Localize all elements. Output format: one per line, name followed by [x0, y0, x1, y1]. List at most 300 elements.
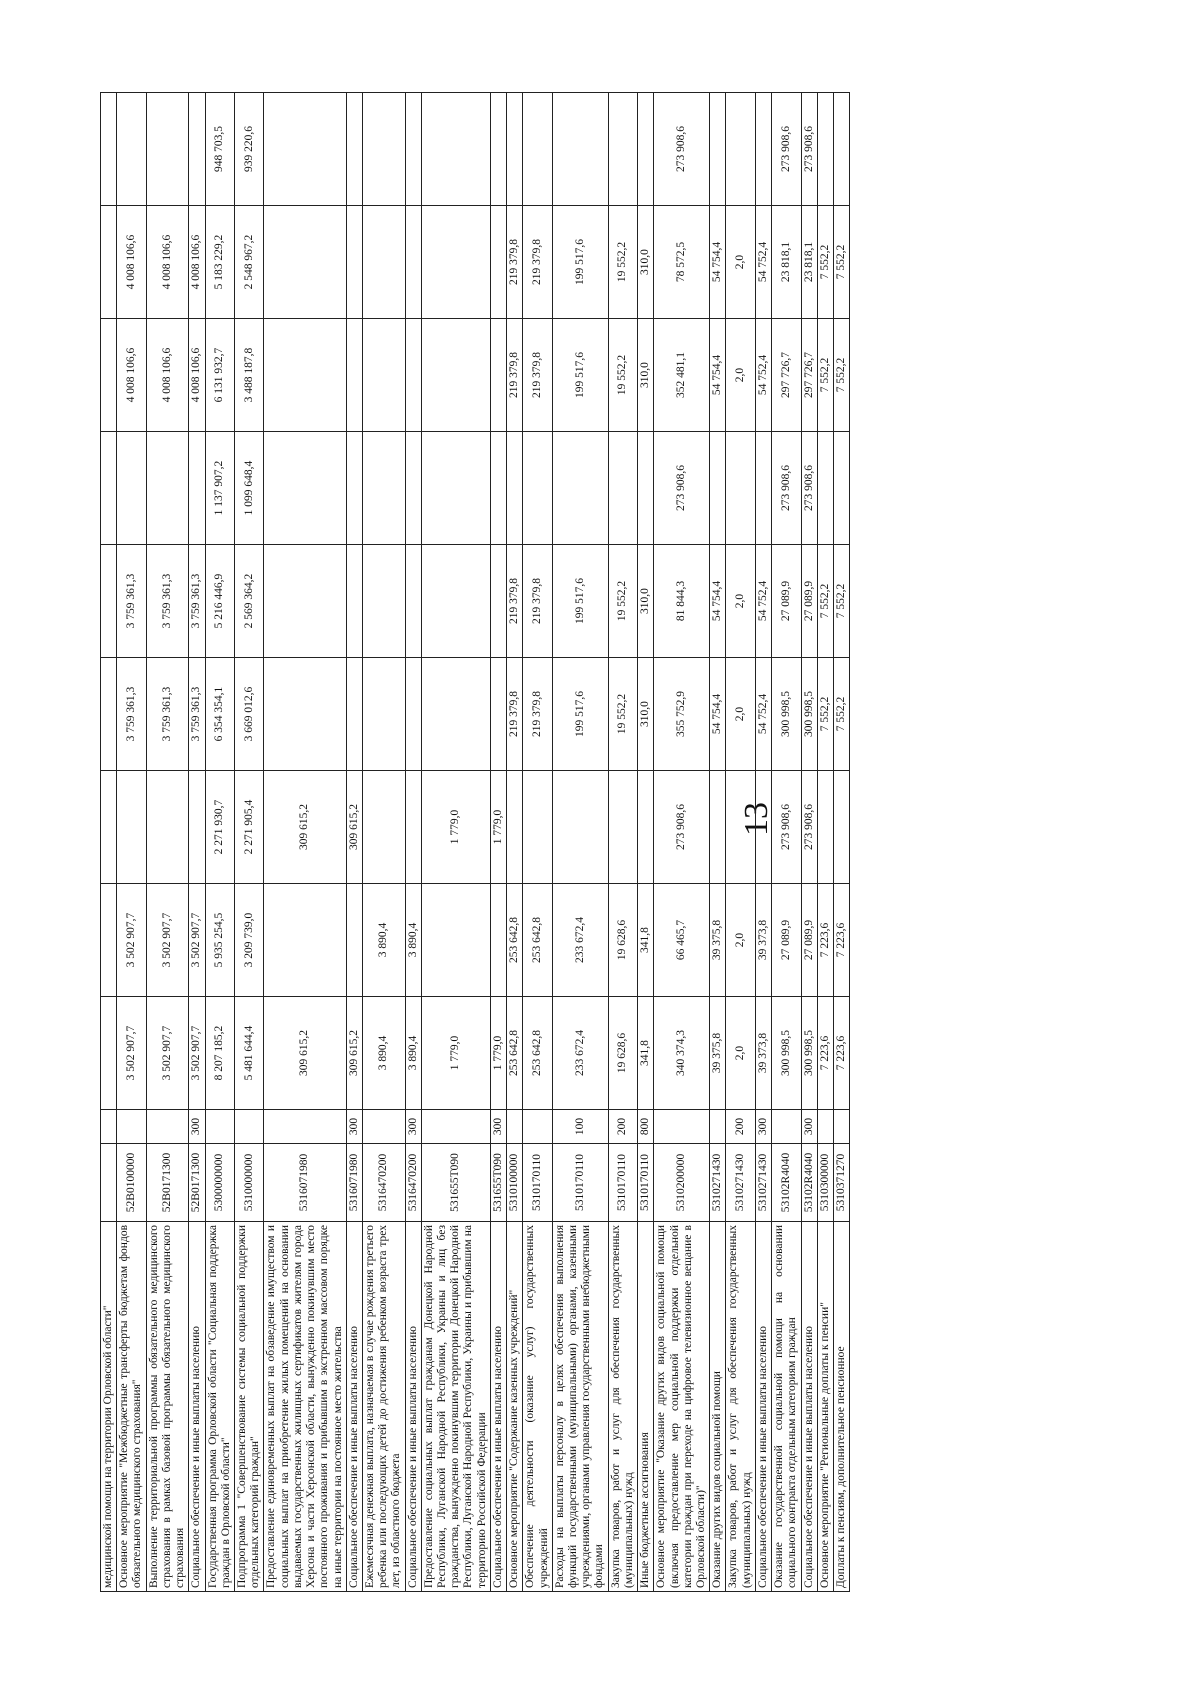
row-code-cell: 5300000000: [205, 1144, 234, 1222]
row-code-cell: 5310100000: [507, 1144, 523, 1222]
row-amount-cell: 3 209 739,0: [234, 884, 263, 997]
row-amount-cell: 2 271 930,7: [205, 771, 234, 884]
row-amount-cell: 253 642,8: [507, 884, 523, 997]
row-amount-cell: 253 642,8: [523, 884, 552, 997]
row-name-cell: Основное мероприятие "Межбюджетные трансферты бюджетам фондов обязательного медицинского страхования": [117, 1222, 146, 1592]
row-amount-cell: [117, 771, 146, 884]
row-amount-cell: [710, 771, 726, 884]
row-amount-cell: 7 552,2: [817, 206, 833, 319]
row-amount-cell: [189, 771, 205, 884]
row-expense-type-cell: 300: [189, 1110, 205, 1144]
row-name-cell: Расходы на выплаты персоналу в целях обеспечения выполнения функций государственными (муниципальными) органами, казенными учреждениями, органами управления государственными внебюджетными фондами: [552, 1222, 608, 1592]
row-expense-type-cell: [710, 1110, 726, 1144]
row-amount-cell: 7 552,2: [817, 658, 833, 771]
row-amount-cell: 939 220,6: [234, 93, 263, 206]
row-name-cell: Основное мероприятие "Региональные доплаты к пенсии": [817, 1222, 833, 1592]
row-expense-type-cell: 300: [405, 1110, 421, 1144]
row-amount-cell: 8 207 185,2: [205, 997, 234, 1110]
row-code-cell: 52В0100000: [117, 1144, 146, 1222]
row-amount-cell: 253 642,8: [507, 997, 523, 1110]
row-name-cell: Социальное обеспечение и иные выплаты населению: [490, 1222, 506, 1592]
row-amount-cell: [362, 93, 405, 206]
budget-table: [100, 92, 850, 1592]
row-amount-cell: 66 465,7: [654, 884, 710, 997]
row-name-cell: Социальное обеспечение и иные выплаты населению: [801, 1222, 817, 1592]
row-code-cell: 52В0171300: [189, 1144, 205, 1222]
row-amount-cell: 199 517,6: [552, 319, 608, 432]
row-amount-cell: 54 754,4: [710, 545, 726, 658]
row-amount-cell: 219 379,8: [507, 319, 523, 432]
row-code-cell: 5310170110: [552, 1144, 608, 1222]
row-amount-cell: 19 628,6: [608, 884, 637, 997]
row-amount-cell: [817, 432, 833, 545]
row-name-cell: Социальное обеспечение и иные выплаты населению: [405, 1222, 421, 1592]
row-amount-cell: [421, 658, 490, 771]
row-code-cell: 53102R4040: [772, 1144, 801, 1222]
row-amount-cell: 5 481 644,4: [234, 997, 263, 1110]
row-amount-cell: 309 615,2: [264, 997, 346, 1110]
row-amount-cell: [101, 206, 117, 319]
table-row: [117, 93, 146, 1592]
row-amount-cell: 6 131 932,7: [205, 319, 234, 432]
row-amount-cell: [346, 432, 362, 545]
row-amount-cell: [523, 432, 552, 545]
table-row: [772, 93, 801, 1592]
row-amount-cell: 300 998,5: [772, 997, 801, 1110]
row-amount-cell: [608, 432, 637, 545]
row-amount-cell: [817, 93, 833, 206]
row-amount-cell: [726, 93, 755, 206]
row-amount-cell: 7 223,6: [817, 884, 833, 997]
row-expense-type-cell: [507, 1110, 523, 1144]
row-amount-cell: [507, 93, 523, 206]
row-name-cell: Социальное обеспечение и иные выплаты населению: [189, 1222, 205, 1592]
row-amount-cell: 309 615,2: [346, 997, 362, 1110]
row-name-cell: Ежемесячная денежная выплата, назначаемая в случае рождения третьего ребенка или последующих детей до достижения ребенком возраста трех лет, из областного бюджета: [362, 1222, 405, 1592]
row-amount-cell: [346, 206, 362, 319]
row-name-cell: Предоставление социальных выплат гражданам Донецкой Народной Республики, Луганской Народной Республики, Украины и лиц без гражданства, вынужденно покинувшим территории Донецкой Народной Республики, Луганской Народной Республики, Украины и прибывшим на территорию Российской Федерации: [421, 1222, 490, 1592]
row-amount-cell: 2 271 905,4: [234, 771, 263, 884]
row-amount-cell: [405, 658, 421, 771]
row-amount-cell: 352 481,1: [654, 319, 710, 432]
row-code-cell: 5310170110: [608, 1144, 637, 1222]
row-amount-cell: [264, 93, 346, 206]
row-amount-cell: [755, 771, 771, 884]
row-amount-cell: 3 890,4: [362, 997, 405, 1110]
table-row: [346, 93, 362, 1592]
row-amount-cell: [101, 884, 117, 997]
row-amount-cell: [552, 432, 608, 545]
row-amount-cell: 310,0: [638, 545, 654, 658]
row-amount-cell: [608, 93, 637, 206]
row-amount-cell: 3 488 187,8: [234, 319, 263, 432]
table-row: [421, 93, 490, 1592]
row-amount-cell: 273 908,6: [801, 93, 817, 206]
row-expense-type-cell: 800: [638, 1110, 654, 1144]
row-amount-cell: 3 759 361,3: [117, 545, 146, 658]
row-name-cell: Социальное обеспечение и иные выплаты населению: [755, 1222, 771, 1592]
row-amount-cell: [405, 432, 421, 545]
row-code-cell: 52В0171300: [146, 1144, 189, 1222]
row-amount-cell: 7 223,6: [833, 997, 849, 1110]
row-amount-cell: 273 908,6: [772, 432, 801, 545]
row-amount-cell: 3 502 907,7: [146, 997, 189, 1110]
row-amount-cell: [346, 658, 362, 771]
row-amount-cell: 2 569 364,2: [234, 545, 263, 658]
row-amount-cell: [638, 93, 654, 206]
row-amount-cell: [490, 545, 506, 658]
row-amount-cell: [833, 432, 849, 545]
table-row: [833, 93, 849, 1592]
row-amount-cell: 341,8: [638, 884, 654, 997]
row-amount-cell: 4 008 106,6: [117, 319, 146, 432]
row-amount-cell: 3 890,4: [405, 997, 421, 1110]
row-expense-type-cell: [523, 1110, 552, 1144]
row-amount-cell: 7 552,2: [833, 658, 849, 771]
row-expense-type-cell: [817, 1110, 833, 1144]
row-code-cell: 5310371270: [833, 1144, 849, 1222]
row-amount-cell: [507, 432, 523, 545]
row-amount-cell: [101, 545, 117, 658]
table-row: [405, 93, 421, 1592]
row-amount-cell: 310,0: [638, 658, 654, 771]
row-amount-cell: 54 752,4: [755, 319, 771, 432]
row-amount-cell: [346, 319, 362, 432]
row-amount-cell: 5 935 254,5: [205, 884, 234, 997]
table-row: [710, 93, 726, 1592]
row-amount-cell: [833, 93, 849, 206]
row-amount-cell: 310,0: [638, 319, 654, 432]
row-code-cell: 5316470200: [362, 1144, 405, 1222]
table-row: [755, 93, 771, 1592]
row-amount-cell: 199 517,6: [552, 206, 608, 319]
table-row: [146, 93, 189, 1592]
row-amount-cell: 340 374,3: [654, 997, 710, 1110]
row-amount-cell: 54 754,4: [710, 658, 726, 771]
row-amount-cell: 2,0: [726, 658, 755, 771]
row-amount-cell: 273 908,6: [772, 771, 801, 884]
row-amount-cell: 3 890,4: [405, 884, 421, 997]
row-amount-cell: 199 517,6: [552, 658, 608, 771]
row-amount-cell: 19 552,2: [608, 545, 637, 658]
row-amount-cell: 3 759 361,3: [189, 545, 205, 658]
table-row: [189, 93, 205, 1592]
row-amount-cell: [346, 93, 362, 206]
row-amount-cell: 27 089,9: [772, 545, 801, 658]
row-amount-cell: 219 379,8: [507, 206, 523, 319]
row-amount-cell: 3 759 361,3: [117, 658, 146, 771]
row-expense-type-cell: 300: [346, 1110, 362, 1144]
row-expense-type-cell: [205, 1110, 234, 1144]
table-row: [205, 93, 234, 1592]
table-row: [654, 93, 710, 1592]
row-amount-cell: [117, 93, 146, 206]
row-amount-cell: 219 379,8: [523, 658, 552, 771]
table-row: [101, 93, 117, 1592]
row-amount-cell: [101, 93, 117, 206]
row-amount-cell: [117, 432, 146, 545]
row-amount-cell: 39 373,8: [755, 884, 771, 997]
row-amount-cell: 273 908,6: [654, 432, 710, 545]
row-amount-cell: [362, 319, 405, 432]
row-amount-cell: 81 844,3: [654, 545, 710, 658]
row-amount-cell: 219 379,8: [523, 319, 552, 432]
row-expense-type-cell: [234, 1110, 263, 1144]
row-code-cell: 5310000000: [234, 1144, 263, 1222]
row-expense-type-cell: 300: [801, 1110, 817, 1144]
row-amount-cell: [362, 658, 405, 771]
row-amount-cell: [101, 997, 117, 1110]
row-amount-cell: [552, 93, 608, 206]
row-name-cell: медицинской помощи на территории Орловской области": [101, 1222, 117, 1592]
row-amount-cell: 273 908,6: [654, 93, 710, 206]
row-amount-cell: 3 759 361,3: [189, 658, 205, 771]
row-name-cell: Основное мероприятие "Оказание других видов социальной помощи (включая предоставление мер социальной поддержки отдельной категории граждан при переходе на цифровое телевизионное вещание в Орловской области)": [654, 1222, 710, 1592]
row-amount-cell: 6 354 354,1: [205, 658, 234, 771]
row-amount-cell: [638, 771, 654, 884]
row-amount-cell: 19 552,2: [608, 206, 637, 319]
row-amount-cell: [507, 771, 523, 884]
table-row: [264, 93, 346, 1592]
row-amount-cell: [362, 771, 405, 884]
row-amount-cell: [146, 93, 189, 206]
row-amount-cell: 3 502 907,7: [189, 884, 205, 997]
row-amount-cell: 19 552,2: [608, 658, 637, 771]
row-name-cell: Доплаты к пенсиям, дополнительное пенсионное: [833, 1222, 849, 1592]
row-amount-cell: [710, 93, 726, 206]
row-amount-cell: 233 672,4: [552, 884, 608, 997]
row-amount-cell: 1 137 907,2: [205, 432, 234, 545]
row-amount-cell: 273 908,6: [801, 771, 817, 884]
row-amount-cell: 54 752,4: [755, 545, 771, 658]
row-amount-cell: 300 998,5: [801, 658, 817, 771]
row-amount-cell: [726, 771, 755, 884]
row-amount-cell: 219 379,8: [507, 545, 523, 658]
row-amount-cell: 297 726,7: [772, 319, 801, 432]
row-amount-cell: [726, 432, 755, 545]
table-row: [638, 93, 654, 1592]
table-row: [801, 93, 817, 1592]
row-amount-cell: 199 517,6: [552, 545, 608, 658]
row-expense-type-cell: 100: [552, 1110, 608, 1144]
rotated-table-container: [100, 92, 1080, 1592]
row-name-cell: Оказание государственной социальной помощи на основании социального контракта отдельным категориям граждан: [772, 1222, 801, 1592]
row-code-cell: 5310200000: [654, 1144, 710, 1222]
row-amount-cell: 2,0: [726, 206, 755, 319]
row-amount-cell: [264, 432, 346, 545]
row-amount-cell: 27 089,9: [801, 884, 817, 997]
row-amount-cell: 341,8: [638, 997, 654, 1110]
row-amount-cell: 7 552,2: [833, 545, 849, 658]
row-amount-cell: 3 890,4: [362, 884, 405, 997]
row-amount-cell: [405, 545, 421, 658]
row-amount-cell: 19 552,2: [608, 319, 637, 432]
row-amount-cell: [101, 771, 117, 884]
row-amount-cell: 7 552,2: [833, 206, 849, 319]
row-code-cell: 53102R4040: [801, 1144, 817, 1222]
row-amount-cell: [421, 545, 490, 658]
row-amount-cell: 3 502 907,7: [189, 997, 205, 1110]
row-amount-cell: 4 008 106,6: [117, 206, 146, 319]
row-amount-cell: 3 502 907,7: [117, 884, 146, 997]
row-amount-cell: 219 379,8: [523, 545, 552, 658]
row-name-cell: Государственная программа Орловской области "Социальная поддержка граждан в Орловской области": [205, 1222, 234, 1592]
row-amount-cell: 948 703,5: [205, 93, 234, 206]
row-amount-cell: [421, 206, 490, 319]
row-name-cell: Основное мероприятие "Содержание казенных учреждений": [507, 1222, 523, 1592]
row-amount-cell: [101, 432, 117, 545]
row-name-cell: Выполнение территориальной программы обязательного медицинского страхования в рамках базовой программы обязательного медицинского страхования: [146, 1222, 189, 1592]
row-amount-cell: 233 672,4: [552, 997, 608, 1110]
row-expense-type-cell: [362, 1110, 405, 1144]
table-row: [552, 93, 608, 1592]
row-amount-cell: [101, 319, 117, 432]
row-amount-cell: 300 998,5: [772, 658, 801, 771]
row-amount-cell: 2,0: [726, 997, 755, 1110]
row-amount-cell: [264, 206, 346, 319]
row-amount-cell: [490, 319, 506, 432]
row-amount-cell: 3 669 012,6: [234, 658, 263, 771]
row-amount-cell: 3 759 361,3: [146, 545, 189, 658]
row-amount-cell: 39 375,8: [710, 997, 726, 1110]
row-amount-cell: 2,0: [726, 319, 755, 432]
row-amount-cell: [146, 432, 189, 545]
row-amount-cell: [490, 432, 506, 545]
row-code-cell: 5310271430: [755, 1144, 771, 1222]
row-amount-cell: 5 183 229,2: [205, 206, 234, 319]
row-amount-cell: [362, 545, 405, 658]
row-amount-cell: [833, 771, 849, 884]
row-amount-cell: [608, 771, 637, 884]
row-amount-cell: 27 089,9: [772, 884, 801, 997]
row-expense-type-cell: [654, 1110, 710, 1144]
row-amount-cell: 7 552,2: [817, 545, 833, 658]
row-expense-type-cell: [101, 1110, 117, 1144]
row-amount-cell: 2,0: [726, 545, 755, 658]
row-amount-cell: [710, 432, 726, 545]
row-name-cell: Закупка товаров, работ и услуг для обеспечения государственных (муниципальных) нужд: [726, 1222, 755, 1592]
row-amount-cell: 4 008 106,6: [146, 319, 189, 432]
row-amount-cell: 23 818,1: [801, 206, 817, 319]
row-code-cell: 5310271430: [710, 1144, 726, 1222]
row-amount-cell: [523, 93, 552, 206]
row-amount-cell: 39 375,8: [710, 884, 726, 997]
row-amount-cell: 1 779,0: [421, 997, 490, 1110]
row-amount-cell: 219 379,8: [523, 206, 552, 319]
row-amount-cell: 7 552,2: [817, 319, 833, 432]
row-amount-cell: [490, 658, 506, 771]
row-expense-type-cell: 300: [755, 1110, 771, 1144]
row-amount-cell: 2,0: [726, 884, 755, 997]
row-amount-cell: [421, 93, 490, 206]
row-amount-cell: [552, 771, 608, 884]
table-row: [608, 93, 637, 1592]
row-name-cell: Социальное обеспечение и иные выплаты населению: [346, 1222, 362, 1592]
row-expense-type-cell: [421, 1110, 490, 1144]
row-amount-cell: 300 998,5: [801, 997, 817, 1110]
row-amount-cell: [264, 658, 346, 771]
row-expense-type-cell: [772, 1110, 801, 1144]
row-amount-cell: 310,0: [638, 206, 654, 319]
row-amount-cell: 4 008 106,6: [189, 206, 205, 319]
row-amount-cell: [490, 884, 506, 997]
row-amount-cell: [405, 93, 421, 206]
row-amount-cell: 4 008 106,6: [146, 206, 189, 319]
row-amount-cell: 39 373,8: [755, 997, 771, 1110]
table-row: [362, 93, 405, 1592]
row-amount-cell: [405, 771, 421, 884]
row-amount-cell: 3 502 907,7: [146, 884, 189, 997]
row-code-cell: 531655Т090: [490, 1144, 506, 1222]
row-amount-cell: [638, 432, 654, 545]
row-amount-cell: 1 779,0: [490, 771, 506, 884]
row-amount-cell: 54 752,4: [755, 658, 771, 771]
row-expense-type-cell: 200: [608, 1110, 637, 1144]
row-expense-type-cell: [117, 1110, 146, 1144]
row-amount-cell: [523, 771, 552, 884]
page-number: 13: [738, 802, 775, 836]
table-row: [523, 93, 552, 1592]
row-amount-cell: [101, 658, 117, 771]
table-row: [234, 93, 263, 1592]
row-code-cell: [101, 1144, 117, 1222]
row-amount-cell: [264, 884, 346, 997]
row-expense-type-cell: 300: [490, 1110, 506, 1144]
table-row: [507, 93, 523, 1592]
row-amount-cell: [346, 884, 362, 997]
row-amount-cell: [189, 93, 205, 206]
row-amount-cell: 7 223,6: [817, 997, 833, 1110]
row-amount-cell: 297 726,7: [801, 319, 817, 432]
row-name-cell: Иные бюджетные ассигнования: [638, 1222, 654, 1592]
row-amount-cell: 1 099 648,4: [234, 432, 263, 545]
row-amount-cell: 273 908,6: [772, 93, 801, 206]
table-row: [490, 93, 506, 1592]
row-amount-cell: 355 752,9: [654, 658, 710, 771]
row-amount-cell: [817, 771, 833, 884]
row-amount-cell: 54 752,4: [755, 206, 771, 319]
row-name-cell: Обеспечение деятельности (оказание услуг) государственных учреждений: [523, 1222, 552, 1592]
row-amount-cell: 19 628,6: [608, 997, 637, 1110]
row-amount-cell: 54 754,4: [710, 319, 726, 432]
row-amount-cell: 3 502 907,7: [117, 997, 146, 1110]
row-amount-cell: 27 089,9: [801, 545, 817, 658]
row-amount-cell: [755, 432, 771, 545]
row-amount-cell: [755, 93, 771, 206]
row-name-cell: Оказание других видов социальной помощи: [710, 1222, 726, 1592]
row-code-cell: 5310170110: [638, 1144, 654, 1222]
row-amount-cell: 273 908,6: [801, 432, 817, 545]
row-amount-cell: 3 759 361,3: [146, 658, 189, 771]
row-name-cell: Закупка товаров, работ и услуг для обеспечения государственных (муниципальных) нужд: [608, 1222, 637, 1592]
row-amount-cell: [405, 206, 421, 319]
row-code-cell: 531655Т090: [421, 1144, 490, 1222]
row-amount-cell: [362, 206, 405, 319]
row-amount-cell: 309 615,2: [264, 771, 346, 884]
row-amount-cell: 273 908,6: [654, 771, 710, 884]
row-amount-cell: 253 642,8: [523, 997, 552, 1110]
row-name-cell: Подпрограмма 1 "Совершенствование системы социальной поддержки отдельных категорий граждан": [234, 1222, 263, 1592]
table-row: [817, 93, 833, 1592]
row-amount-cell: [264, 545, 346, 658]
row-expense-type-cell: [264, 1110, 346, 1144]
row-amount-cell: 2 548 967,2: [234, 206, 263, 319]
row-amount-cell: 54 754,4: [710, 206, 726, 319]
row-amount-cell: [146, 771, 189, 884]
row-amount-cell: 1 779,0: [490, 997, 506, 1110]
row-amount-cell: [362, 432, 405, 545]
row-amount-cell: [490, 206, 506, 319]
